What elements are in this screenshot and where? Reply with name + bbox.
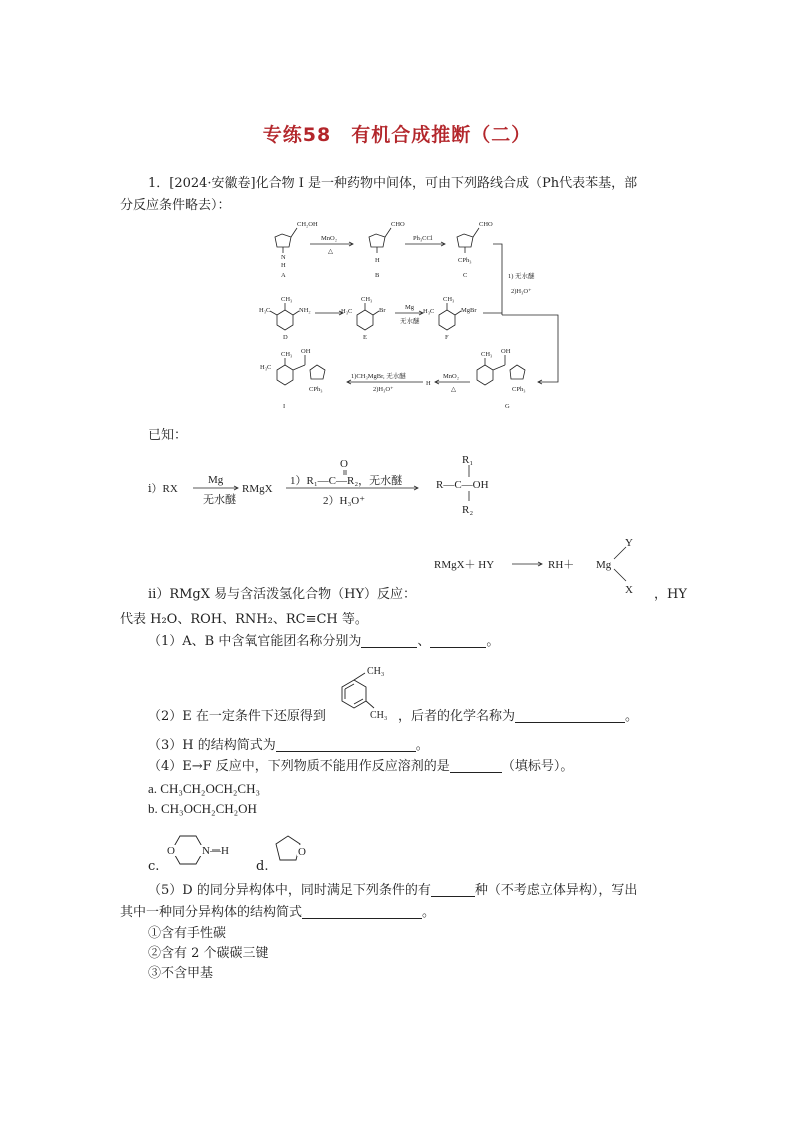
question-5-end: 。 [422,905,436,920]
arrow-hi-bottom: 2)H₃O⁺ [373,386,394,393]
label-b-h: H [375,257,380,264]
question-intro-line2: 分反应条件略去）： [120,198,231,213]
label-a: A [281,272,286,279]
label-b-sub: CHO [391,221,405,228]
question-2 [398,706,638,728]
label-d: D [283,334,288,341]
label-c-sub: CHO [479,221,493,228]
label-d-me2: H₃C [259,307,271,314]
label-i: I [283,403,286,410]
compound-a-structure [275,228,297,253]
label-f-me2: H₃C [423,308,435,315]
condition-3: ③不含甲基 [148,966,214,981]
label-d-me: CH₃ [281,296,293,303]
page-title: 专练58 有机合成推断（二） [262,124,532,146]
label-e-me: CH₃ [361,296,373,303]
label-e-me2: H₃C [341,308,353,315]
synthesis-scheme [255,215,565,420]
known-i-r1: R₁ [462,455,474,466]
answer-blank-4[interactable] [450,758,502,773]
compound-g-structure [477,355,525,385]
known-i-ether: 无水醚 [203,494,236,506]
label-i-ph: CPh₃ [309,386,323,393]
label-e-sub: Br [379,307,386,314]
label-i-oh: OH [301,348,311,355]
question-5-mid: 种（不考虑立体异构），写出 [474,883,638,898]
answer-blank-5a[interactable] [431,882,475,897]
known-i-r: R—C—OH [436,479,489,491]
known-ii-x: X [625,584,633,596]
label-c: C [463,272,468,279]
known-reaction-ii [430,535,660,605]
arrow-hi-top: 1)CH₃MgBr, 无水醚 [351,373,406,380]
label-a-sub: CH₂OH [297,221,318,228]
known-i-rmgx: RMgX [242,483,273,495]
label-i-me: CH₃ [281,351,293,358]
question-5-line2-text: 其中一种同分异构体的结构简式 [120,905,303,920]
known-ii-right: RH＋ [548,559,575,571]
compound-b-structure [369,228,391,253]
label-a-nh: N [281,254,286,261]
compound-i-structure [277,355,325,385]
arrow-gh-bottom: △ [451,386,456,393]
label-a-h: H [281,262,286,269]
known-i-step2: 2）H₃O⁺ [323,495,366,507]
arrow-gh-top: MnO₂ [443,373,459,380]
arrow-cg-2: 2)H₃O⁺ [511,288,532,295]
answer-blank-2[interactable] [515,708,625,723]
known-i-prefix: ⅰ）RX [148,483,178,495]
o-xylene-me1: CH₃ [367,666,385,677]
question-4-end: （填标号）。 [501,759,574,774]
known-ii-left: RMgX＋ HY [434,559,495,571]
arrow-ab-bottom: △ [328,248,333,255]
arrow-ab-top: MnO₂ [321,235,337,242]
question-5-text: （5）D 的同分异构体中，同时满足下列条件的有 [148,883,431,898]
question-1-end: 。 [486,634,500,649]
label-d-sub: NH₂ [299,307,311,314]
option-c-o: O [167,845,175,857]
arrow-bc-top: Ph₃CCl [413,235,433,242]
label-g-me: CH₃ [481,351,493,358]
compound-c-structure [457,228,479,253]
option-a: a. CH₃CH₂OCH₂CH₃ [148,781,261,796]
label-g-oh: OH [501,348,511,355]
arrow-ef-bottom: 无水醚 [400,318,420,325]
label-f: F [445,334,449,341]
known-ii-text: ⅱ）RMgX 易与含活泼氢化合物（HY）反应： [148,587,417,602]
question-1 [148,631,499,653]
known-ii-line2: 代表 H₂O、ROH、RNH₂、RC≡CH 等。 [120,612,368,627]
known-label: 已知： [148,428,188,443]
label-f-me: CH₃ [443,296,455,303]
known-ii-y: Y [625,537,633,549]
known-i-mg: Mg [208,474,224,486]
condition-1: ①含有手性碳 [148,926,227,941]
option-c-nh: N—H [202,845,229,857]
question-1-sep: 、 [417,634,431,649]
condition-2: ②含有 2 个碳碳三键 [148,946,269,961]
known-ii-mg: Mg [596,559,612,571]
compound-d-structure [270,303,299,330]
answer-blank-3[interactable] [276,737,416,752]
question-3-text: （3）H 的结构简式为 [148,738,276,753]
option-c-label: c. [148,859,160,874]
o-xylene-structure [334,662,400,724]
option-b: b. CH₃OCH₂CH₂OH [148,801,257,816]
option-d-o: O [298,846,306,858]
option-d-thf [268,830,318,870]
label-i-me2: H₃C [260,364,272,371]
known-i-o: O [340,458,348,470]
question-5-line1 [148,880,637,902]
label-h: H [426,380,431,387]
known-reaction-i [148,455,528,525]
label-e: E [363,334,367,341]
answer-blank-1a[interactable] [361,633,417,648]
question-3-end: 。 [415,738,429,753]
label-c-ph: CPh₃ [458,257,472,264]
question-intro-line1: 1．[2024·安徽卷]化合物 I 是一种药物中间体，可由下列路线合成（Ph代表苯基，部 [148,176,638,191]
question-2-text: （2）E 在一定条件下还原得到 [148,709,326,724]
option-c-morpholine [160,828,250,872]
known-i-step1: 1）R₁—C—R₂，无水醚 [290,475,403,487]
o-xylene-me2: CH₃ [370,710,388,721]
question-2-end: 。 [625,709,639,724]
compound-f-structure [439,303,461,330]
question-5-line2 [120,902,435,924]
arrow-cg-1: 1) 无水醚 [508,273,535,280]
arrow-ef-top: Mg [405,304,415,311]
answer-blank-5b[interactable] [302,904,422,919]
label-g-ph: CPh₃ [512,386,526,393]
compound-e-structure [357,303,379,330]
known-ii-hy: ，HY [654,587,687,602]
question-4-text: （4）E→F 反应中，下列物质不能用作反应溶剂的是 [148,759,450,774]
answer-blank-1b[interactable] [430,633,486,648]
label-g: G [505,403,510,410]
question-3 [148,735,429,757]
question-1-text: （1）A、B 中含氧官能团名称分别为 [148,634,362,649]
label-f-sub: MgBr [461,307,477,314]
question-4 [148,756,573,778]
known-i-r2: R₂ [462,504,474,516]
option-d-label: d. [256,859,269,874]
label-b: B [375,272,380,279]
question-2-mid: ，后者的化学名称为 [398,709,516,724]
